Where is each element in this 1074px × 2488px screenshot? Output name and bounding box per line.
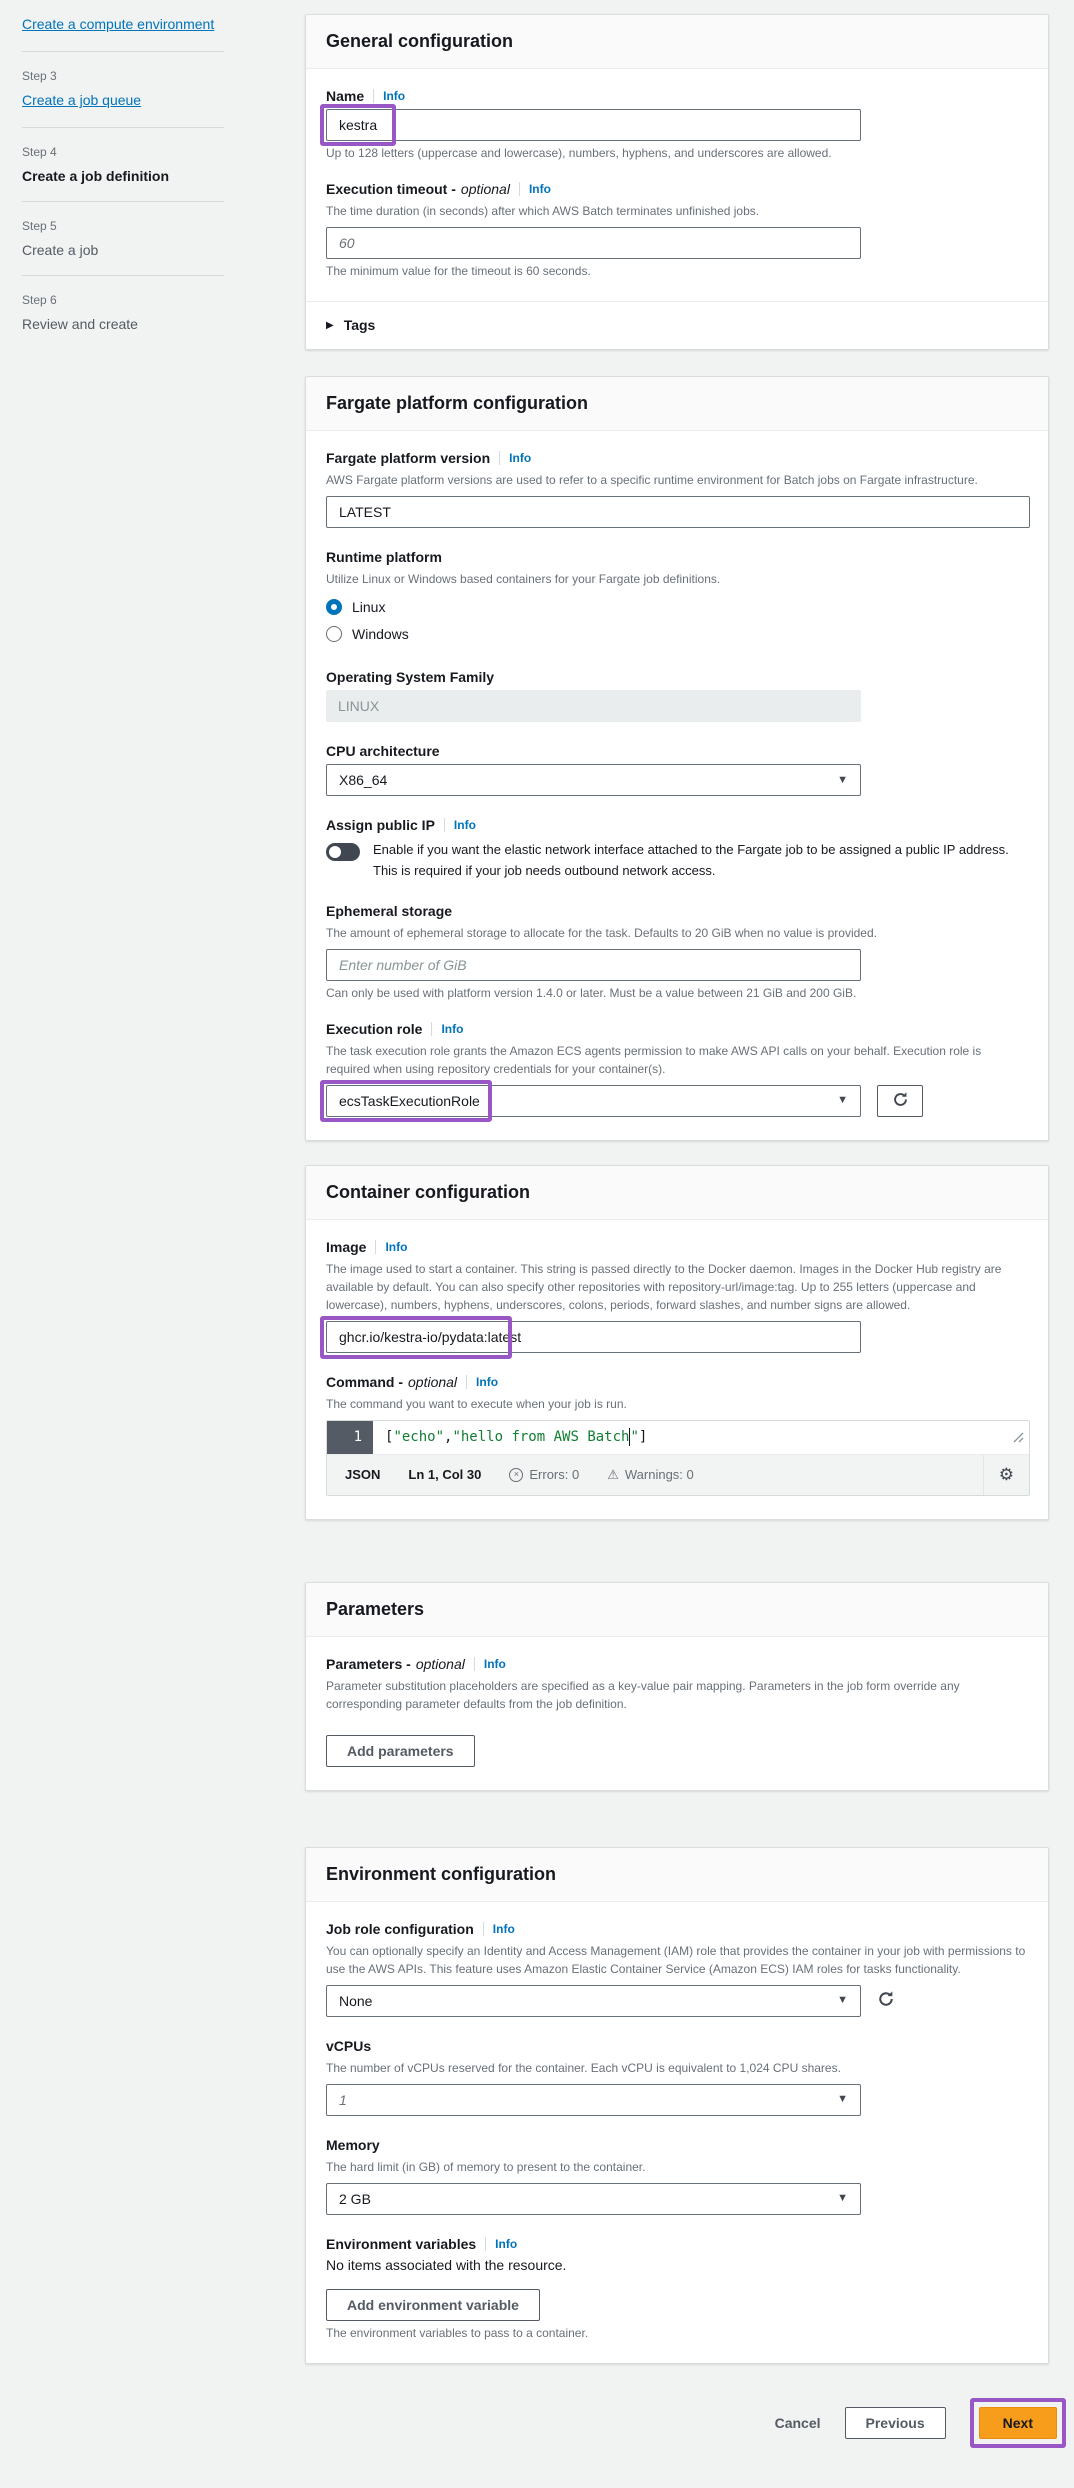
parameters-label: Parameters - [326, 1655, 411, 1672]
field-operating-system-family [326, 669, 1028, 722]
editor-code-row[interactable] [327, 1421, 1029, 1455]
environment-variables-label: Environment variables [326, 2235, 477, 2252]
card-header [306, 1583, 1048, 1637]
vcpus-description: The number of vCPUs reserved for the container. Each vCPU is equivalent to 1,024 CPU shares. [326, 2060, 841, 2075]
code-bracket: ] [638, 1429, 648, 1446]
radio-windows[interactable] [326, 626, 1028, 642]
select-value: ecsTaskExecutionRole [339, 1092, 480, 1109]
parameters-description: Parameter substitution placeholders are specified as a key-value pair mapping. Parameters in the job form override any corresponding parameter defaults from the job definition. [326, 1678, 960, 1711]
step-number: Step 4 [22, 145, 57, 159]
wizard-steps-nav [22, 14, 305, 2448]
ephemeral-storage-description: The amount of ephemeral storage to allocate for the task. Defaults to 20 GiB when no value is provided. [326, 925, 877, 940]
section-title: Environment configuration [326, 1863, 557, 1884]
runtime-platform-description: Utilize Linux or Windows based containers for your Fargate job definitions. [326, 572, 721, 586]
step-number: Step 5 [22, 219, 57, 233]
step-number: Step 3 [22, 69, 57, 83]
editor-cursor-position: Ln 1, Col 30 [408, 1467, 482, 1483]
card-environment-configuration [305, 1847, 1049, 2364]
execution-timeout-description: The time duration (in seconds) after which AWS Batch terminates unfinished jobs. [326, 204, 760, 218]
card-parameters [305, 1582, 1049, 1791]
editor-settings-button[interactable] [983, 1455, 1029, 1495]
chevron-down-icon: ▼ [837, 1094, 848, 1107]
card-header [306, 1848, 1048, 1902]
execution-timeout-helper: The minimum value for the timeout is 60 seconds. [326, 264, 591, 278]
vcpus-label: vCPUs [326, 2037, 372, 2054]
refresh-roles-button[interactable] [877, 1085, 923, 1117]
select-value: X86_64 [339, 772, 388, 788]
command-label: Command - [326, 1373, 403, 1390]
code-bracket: [ [385, 1429, 394, 1446]
gear-icon: ⚙ [998, 1465, 1014, 1485]
card-fargate-platform-configuration [305, 376, 1049, 1141]
tags-expander[interactable] [306, 301, 1048, 349]
refresh-icon [877, 1990, 895, 2011]
fargate-version-description: AWS Fargate platform versions are used to refer to a specific runtime environment for Batch jobs on Fargate infrastructure. [326, 473, 978, 487]
info-link[interactable]: Info [385, 1239, 408, 1254]
refresh-job-roles-button[interactable] [877, 1990, 895, 2011]
warning-icon: ⚠ [607, 1467, 619, 1483]
chevron-right-icon: ▶ [326, 319, 334, 331]
field-assign-public-ip [326, 817, 1028, 882]
execution-timeout-label: Execution timeout - [326, 181, 456, 197]
info-link[interactable]: Info [492, 1921, 515, 1936]
chevron-down-icon: ▼ [837, 2093, 848, 2106]
editor-errors [509, 1467, 579, 1482]
label-info-divider [499, 451, 500, 465]
editor-warnings [607, 1467, 694, 1482]
label-info-divider [375, 1240, 376, 1254]
label-info-divider [474, 1657, 475, 1671]
field-execution-role [326, 1021, 1028, 1117]
info-link[interactable]: Info [476, 1374, 499, 1389]
radio-button[interactable] [326, 626, 342, 642]
name-label: Name [326, 88, 365, 104]
add-environment-variable-button[interactable]: Add environment variable [326, 2289, 540, 2321]
code-string: "hello from AWS Batch [452, 1429, 630, 1446]
nav-step-6 [22, 293, 305, 332]
execution-role-label: Execution role [326, 1020, 423, 1037]
image-input[interactable] [326, 1321, 861, 1353]
section-title: Fargate platform configuration [326, 393, 589, 413]
field-cpu-architecture [326, 743, 1028, 796]
nav-current-create-job-definition: Create a job definition [22, 168, 170, 184]
field-execution-timeout [326, 181, 1028, 278]
field-parameters [326, 1656, 1028, 1767]
field-image [326, 1239, 1028, 1353]
nav-item-review-and-create: Review and create [22, 316, 138, 332]
execution-timeout-input[interactable] [326, 227, 861, 259]
next-button[interactable]: Next [979, 2407, 1057, 2439]
os-family-disabled-input [326, 690, 861, 722]
card-container-configuration [305, 1165, 1049, 1520]
label-info-divider [444, 818, 445, 832]
radio-label: Windows [352, 626, 409, 642]
divider [22, 127, 224, 128]
card-header [306, 377, 1048, 431]
main-content [305, 14, 1049, 2448]
nav-step-5 [22, 219, 305, 258]
field-memory [326, 2137, 1028, 2215]
divider [22, 51, 224, 52]
code-string: "echo" [393, 1429, 445, 1446]
select-value: 2 GB [339, 2190, 371, 2207]
card-header [306, 15, 1048, 69]
cpu-architecture-label: CPU architecture [326, 743, 440, 759]
info-link[interactable]: Info [528, 182, 551, 196]
ephemeral-storage-helper: Can only be used with platform version 1.4.0 or later. Must be a value between 21 GiB and 200 GiB. [326, 985, 857, 1000]
code-quote: " [630, 1429, 639, 1446]
label-info-divider [483, 1922, 484, 1936]
nav-step-3 [22, 69, 305, 110]
runtime-platform-label: Runtime platform [326, 549, 442, 565]
select-value: 1 [339, 2091, 347, 2108]
field-vcpus [326, 2038, 1028, 2116]
command-json-editor [326, 1420, 1030, 1496]
assign-public-ip-toggle[interactable] [326, 843, 360, 861]
info-link[interactable]: Info [383, 89, 406, 103]
field-runtime-platform [326, 549, 1028, 642]
annotation-highlight-next [970, 2398, 1066, 2448]
label-info-divider [466, 1375, 467, 1389]
nav-link-create-job-queue[interactable]: Create a job queue [22, 92, 142, 108]
label-info-divider [373, 89, 374, 103]
toggle-knob [329, 846, 341, 858]
info-link[interactable]: Info [453, 818, 476, 832]
wizard-actions [305, 2398, 1049, 2448]
radio-linux[interactable] [326, 599, 1028, 615]
optional-label: optional [415, 1655, 465, 1672]
field-command [326, 1374, 1028, 1496]
card-general-configuration [305, 14, 1049, 350]
job-role-select[interactable] [326, 1985, 861, 2017]
ephemeral-storage-label: Ephemeral storage [326, 902, 453, 919]
assign-public-ip-description: Enable if you want the elastic network interface attached to the Fargate job to be assigned a public IP address. This is required if your job needs outbound network access. [373, 842, 1009, 878]
field-ephemeral-storage [326, 903, 1028, 1000]
chevron-down-icon: ▼ [837, 1994, 848, 2007]
command-description: The command you want to execute when your job is run. [326, 1396, 627, 1411]
execution-role-description: The task execution role grants the Amazon ECS agents permission to make AWS API calls on your behalf. Execution role is required when using repository credentials for your container(s). [326, 1043, 982, 1076]
editor-language: JSON [345, 1467, 381, 1483]
info-link[interactable]: Info [441, 1021, 464, 1036]
cancel-button[interactable]: Cancel [774, 2414, 821, 2431]
label-info-divider [485, 2237, 486, 2251]
field-environment-variables [326, 2236, 1028, 2340]
fargate-version-label: Fargate platform version [326, 450, 491, 466]
job-role-description: You can optionally specify an Identity and Access Management (IAM) role that provides the container in your job with permissions to use the AWS APIs. This feature uses Amazon Elastic Container Service (Amazon ECS) IAM roles for tasks functionality. [326, 1943, 1026, 1976]
warnings-count: Warnings: 0 [624, 1467, 694, 1483]
errors-count: Errors: 0 [529, 1467, 580, 1483]
label-info-divider [519, 182, 520, 196]
previous-button[interactable]: Previous [845, 2407, 946, 2439]
os-family-value: LINUX [338, 698, 380, 714]
errors-icon: × [509, 1468, 523, 1482]
divider [22, 201, 224, 202]
name-helper-text: Up to 128 letters (uppercase and lowercase), numbers, hyphens, and underscores are allowed. [326, 146, 832, 160]
divider [22, 275, 224, 276]
code-comma: , [444, 1429, 453, 1446]
field-name [326, 88, 1028, 160]
name-input[interactable] [326, 109, 861, 141]
label-info-divider [431, 1022, 432, 1036]
chevron-down-icon: ▼ [837, 2192, 848, 2205]
chevron-down-icon: ▼ [837, 773, 848, 786]
optional-label: optional [460, 181, 510, 197]
cpu-architecture-select[interactable] [326, 764, 861, 796]
image-description: The image used to start a container. This string is passed directly to the Docker daemon. Images in the Docker Hub registry are available by default. You can also specify other repositories with repository-url/image:tag. Up to 255 letters (uppercase and lowercase), numbers, hyphens, underscores, colons, periods, forward slashes, and number signs are allowed. [326, 1261, 1002, 1312]
nav-link-create-compute-environment[interactable]: Create a compute environment [22, 16, 215, 32]
memory-select[interactable] [326, 2183, 861, 2215]
vcpus-select[interactable] [326, 2084, 861, 2116]
field-job-role [326, 1921, 1028, 2017]
ephemeral-storage-input[interactable] [326, 949, 861, 981]
job-role-label: Job role configuration [326, 1920, 474, 1937]
memory-description: The hard limit (in GB) of memory to present to the container. [326, 2159, 646, 2174]
refresh-icon [892, 1091, 909, 1111]
memory-label: Memory [326, 2136, 380, 2153]
info-link[interactable]: Info [495, 2236, 518, 2251]
section-title: General configuration [326, 31, 514, 51]
card-header [306, 1166, 1048, 1220]
radio-label: Linux [352, 599, 386, 615]
image-label: Image [326, 1238, 367, 1255]
fargate-platform-version-input[interactable] [326, 496, 1030, 528]
info-link[interactable]: Info [509, 451, 532, 465]
select-value: None [339, 1992, 373, 2009]
editor-resize-handle[interactable] [1013, 1430, 1024, 1448]
tags-label: Tags [343, 317, 376, 333]
radio-button-selected[interactable] [326, 599, 342, 615]
add-parameters-button[interactable]: Add parameters [326, 1735, 475, 1767]
nav-item-create-job: Create a job [22, 242, 99, 258]
editor-code-line[interactable] [373, 1421, 647, 1454]
assign-public-ip-label: Assign public IP [326, 817, 435, 833]
environment-variables-helper: The environment variables to pass to a container. [326, 2325, 589, 2340]
step-number: Step 6 [22, 293, 57, 307]
os-family-label: Operating System Family [326, 669, 495, 685]
environment-variables-empty-text: No items associated with the resource. [326, 2256, 567, 2273]
editor-status-bar [327, 1455, 1029, 1495]
section-title: Parameters [326, 1598, 425, 1619]
info-link[interactable]: Info [483, 1656, 506, 1671]
nav-step-4-current [22, 145, 305, 184]
section-title: Container configuration [326, 1181, 530, 1202]
field-fargate-platform-version [326, 450, 1028, 528]
editor-line-number: 1 [327, 1421, 373, 1454]
optional-label: optional [408, 1373, 458, 1390]
execution-role-select[interactable] [326, 1085, 861, 1117]
